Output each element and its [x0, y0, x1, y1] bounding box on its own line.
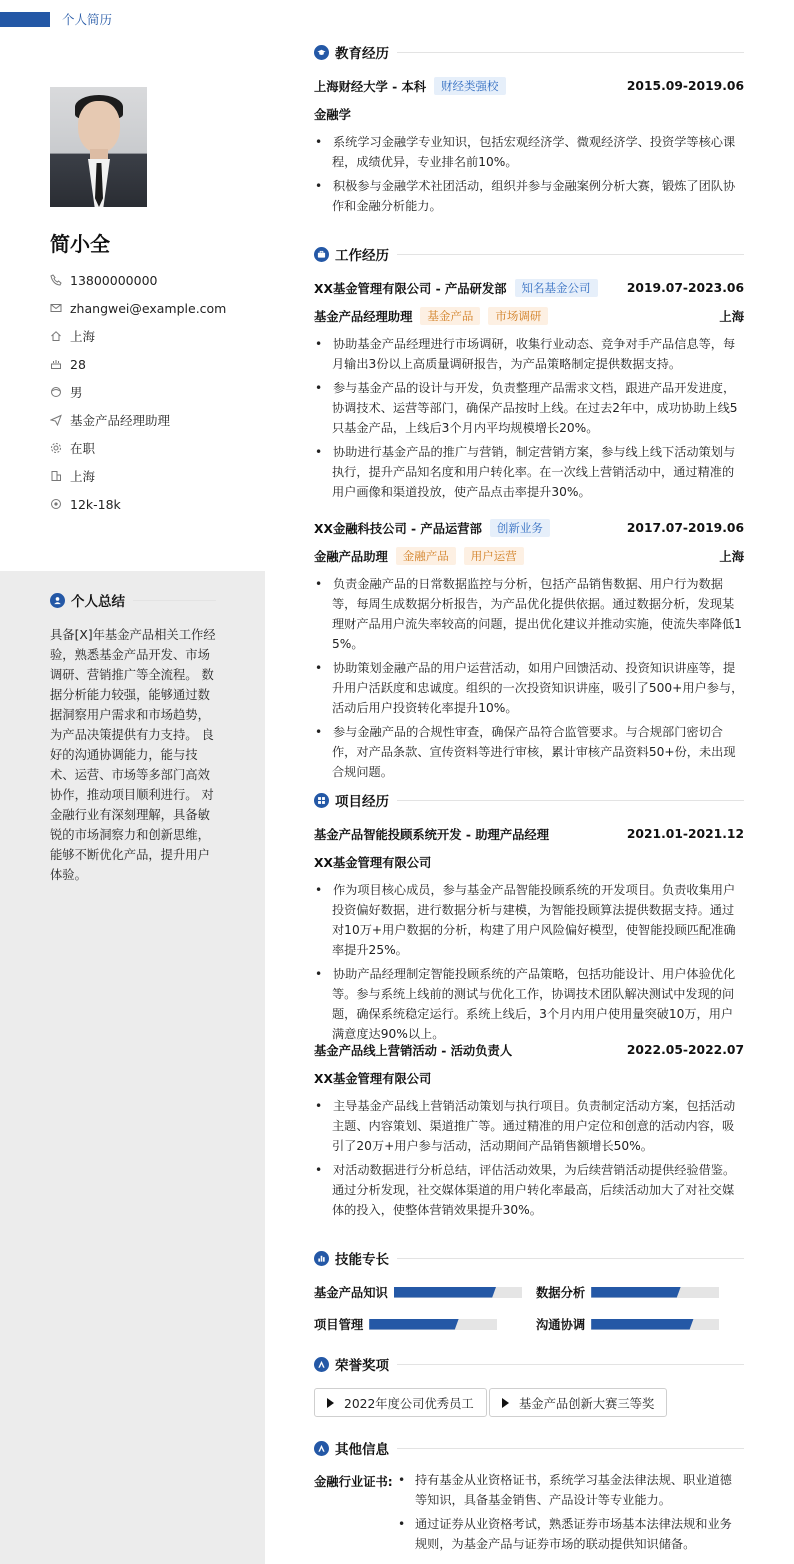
list-item: • 作为项目核心成员，参与基金产品智能投顾系统的开发项目。负责收集用户投资偏好数据，进行数据分析与建模，为智能投顾算法提供数据支持。通过对10万+用户数据的分析，构建了用户风险偏好模型，使智能投顾匹配准确率提升25%。: [314, 880, 744, 960]
info-hometown: [50, 322, 260, 350]
job-tag: 基金产品: [420, 307, 480, 325]
education-heading: [314, 42, 744, 62]
info-hometown-value: 上海: [70, 329, 96, 344]
send-icon: [50, 414, 62, 426]
job-tag: 市场调研: [488, 307, 548, 325]
skill-item: [314, 1316, 497, 1332]
divider: [397, 1258, 744, 1259]
phone-icon: [50, 274, 62, 286]
person-icon: [50, 386, 62, 398]
graduation-cap-icon: [314, 45, 329, 60]
work-title: 工作经历: [335, 248, 389, 264]
project-header-row: [314, 1041, 744, 1059]
award-chip: [314, 1388, 487, 1417]
skill-bar: [591, 1319, 719, 1330]
list-item: • 协助策划金融产品的用户运营活动，如用户回馈活动、投资知识讲座等，提升用户活跃度和忠诚度。组织的一次投资知识讲座，吸引了500+用户参与，活动后用户投资转化率提升10%。: [314, 658, 744, 718]
projects-title: 项目经历: [335, 794, 389, 810]
other-heading: [314, 1438, 744, 1458]
divider: [397, 800, 744, 801]
job-role-row: [314, 307, 744, 325]
skill-label: 基金产品知识: [314, 1286, 388, 1300]
info-age: [50, 350, 260, 378]
skill-item: [536, 1316, 719, 1332]
cake-icon: [50, 358, 62, 370]
project-bullets: [314, 1096, 744, 1224]
summary-heading: [50, 590, 216, 610]
info-phone: [50, 266, 260, 294]
job-role-row: [314, 547, 744, 565]
list-item: • 通过证券从业资格考试，熟悉证券市场基本法律法规和业务规则，为基金产品与证券市场的联动提供知识储备。: [398, 1514, 744, 1554]
education-bullets: [314, 132, 744, 220]
work-heading: [314, 244, 744, 264]
info-gender: [50, 378, 260, 406]
divider: [133, 600, 216, 601]
profile-photo: [50, 87, 147, 207]
award-icon: [314, 1357, 329, 1372]
mail-icon: [50, 302, 62, 314]
education-header-row: [314, 77, 744, 95]
project-header-row: [314, 825, 744, 843]
project-org-row: [314, 1069, 744, 1087]
job-company-tag: 创新业务: [490, 519, 550, 537]
briefcase-icon: [314, 247, 329, 262]
settings-icon: [50, 442, 62, 454]
award-label: 2022年度公司优秀员工: [344, 1396, 474, 1411]
job-header-row: [314, 279, 744, 297]
project-org: XX基金管理有限公司: [314, 856, 432, 870]
info-email: [50, 294, 260, 322]
job-company: XX金融科技公司 - 产品运营部: [314, 522, 482, 536]
list-item: • 负责金融产品的日常数据监控与分析，包括产品销售数据、用户行为数据等，每周生成数据分析报告，为产品优化提供依据。通过数据分析，发现某理财产品用户流失率较高的问题，提出优化建议并推动实施，使流失率降低15%。: [314, 574, 744, 654]
job-role: 基金产品经理助理: [314, 310, 413, 324]
award-chip: [489, 1388, 667, 1417]
bar-chart-icon: [314, 1251, 329, 1266]
job-location: 上海: [719, 310, 744, 324]
education-date: 2015.09-2019.06: [626, 79, 744, 93]
skill-fill: [591, 1287, 681, 1298]
info-status: [50, 434, 260, 462]
list-item: • 持有基金从业资格证书，系统学习基金法律法规、职业道德等知识，具备基金销售、产品设计等专业能力。: [398, 1470, 744, 1510]
info-age-value: 28: [70, 356, 86, 372]
education-title: 教育经历: [335, 46, 389, 62]
job-date: 2017.07-2019.06: [626, 521, 744, 535]
list-item: • 积极参与金融学术社团活动，组织并参与金融案例分析大赛，锻炼了团队协作和金融分析能力。: [314, 176, 744, 216]
skill-fill: [394, 1287, 496, 1298]
job-bullets: [314, 574, 744, 786]
info-phone-value: 13800000000: [70, 272, 158, 288]
education-tag: 财经类强校: [434, 77, 506, 95]
grid-icon: [314, 793, 329, 808]
play-icon: [327, 1398, 334, 1408]
info-salary: [50, 490, 260, 518]
divider: [397, 1448, 744, 1449]
skill-item: [536, 1284, 719, 1300]
job-header-row: [314, 519, 744, 537]
award-label: 基金产品创新大赛三等奖: [519, 1396, 655, 1411]
project-org-row: [314, 853, 744, 871]
info-icon: [314, 1441, 329, 1456]
profile-info-list: [50, 266, 260, 518]
skill-fill: [591, 1319, 693, 1330]
project-name: 基金产品智能投顾系统开发 - 助理产品经理: [314, 828, 550, 842]
info-salary-value: 12k-18k: [70, 496, 121, 512]
education-school: 上海财经大学 - 本科: [314, 80, 427, 94]
skill-label: 数据分析: [536, 1286, 586, 1300]
divider: [397, 254, 744, 255]
list-item: • 协助产品经理制定智能投顾系统的产品策略，包括功能设计、用户体验优化等。参与系统上线前的测试与优化工作，协调技术团队解决测试中发现的问题，确保系统稳定运行。系统上线后，3个月内用户使用量突破10万，用户满意度达90%以上。: [314, 964, 744, 1044]
profile-name: 简小全: [50, 232, 110, 256]
education-major-row: [314, 105, 744, 123]
play-icon: [502, 1398, 509, 1408]
job-company-tag: 知名基金公司: [515, 279, 598, 297]
other-bullets: [398, 1470, 744, 1558]
job-tag: 金融产品: [396, 547, 456, 565]
divider: [397, 1364, 744, 1365]
list-item: • 协助基金产品经理进行市场调研，收集行业动态、竞争对手产品信息等，每月输出3份以上高质量调研报告，为产品策略制定提供数据支持。: [314, 334, 744, 374]
project-date: 2022.05-2022.07: [626, 1043, 744, 1057]
project-bullets: [314, 880, 744, 1048]
info-city-value: 上海: [70, 469, 96, 484]
skill-item: [314, 1284, 522, 1300]
other-label: 金融行业证书:: [314, 1475, 393, 1489]
info-gender-value: 男: [70, 385, 83, 400]
list-item: • 参与金融产品的合规性审查，确保产品符合监管要求。与合规部门密切合作，对产品条款、宣传资料等进行审核，累计审核产品资料50+份，未出现合规问题。: [314, 722, 744, 782]
home-icon: [50, 330, 62, 342]
info-position: [50, 406, 260, 434]
awards-heading: [314, 1354, 744, 1374]
project-date: 2021.01-2021.12: [626, 827, 744, 841]
skill-fill: [369, 1319, 459, 1330]
project-org: XX基金管理有限公司: [314, 1072, 432, 1086]
job-tag: 用户运营: [464, 547, 524, 565]
other-title: 其他信息: [335, 1442, 389, 1458]
list-item: • 系统学习金融学专业知识，包括宏观经济学、微观经济学、投资学等核心课程，成绩优异，专业排名前10%。: [314, 132, 744, 172]
list-item: • 参与基金产品的设计与开发，负责整理产品需求文档，跟进产品开发进度，协调技术、运营等部门，确保产品按时上线。在过去2年中，成功协助上线5只基金产品，上线后3个月内平均规模增长20%。: [314, 378, 744, 438]
skill-bar: [394, 1287, 522, 1298]
project-name: 基金产品线上营销活动 - 活动负责人: [314, 1044, 513, 1058]
job-date: 2019.07-2023.06: [626, 281, 744, 295]
skill-label: 沟通协调: [536, 1318, 586, 1332]
skill-bar: [369, 1319, 497, 1330]
job-location: 上海: [719, 550, 744, 564]
awards-title: 荣誉奖项: [335, 1358, 389, 1374]
divider: [397, 52, 744, 53]
info-status-value: 在职: [70, 441, 96, 456]
skill-bar: [591, 1287, 719, 1298]
projects-heading: [314, 790, 744, 810]
header-title: 个人简历: [62, 12, 113, 27]
list-item: • 对活动数据进行分析总结，评估活动效果，为后续营销活动提供经验借鉴。通过分析发现，社交媒体渠道的用户转化率最高，后续活动加大了对社交媒体的投入，使整体营销效果提升30%。: [314, 1160, 744, 1220]
user-icon: [50, 593, 65, 608]
summary-title: 个人总结: [71, 594, 125, 610]
skill-label: 项目管理: [314, 1318, 364, 1332]
header-accent-bar: [0, 12, 50, 27]
info-email-value: zhangwei@example.com: [70, 300, 227, 316]
job-company: XX基金管理有限公司 - 产品研发部: [314, 282, 507, 296]
list-item: • 主导基金产品线上营销活动策划与执行项目。负责制定活动方案，包括活动主题、内容策划、渠道推广等。通过精准的用户定位和创意的活动内容，吸引了20万+用户参与活动，活动期间产品销售额增长50%。: [314, 1096, 744, 1156]
list-item: • 协助进行基金产品的推广与营销，制定营销方案，参与线上线下活动策划与执行，提升产品知名度和用户转化率。在一次线上营销活动中，通过精准的用户画像和渠道投放，使产品点击率提升30%。: [314, 442, 744, 502]
target-icon: [50, 498, 62, 510]
building-icon: [50, 470, 62, 482]
job-role: 金融产品助理: [314, 550, 388, 564]
info-position-value: 基金产品经理助理: [70, 413, 171, 428]
skills-heading: [314, 1248, 744, 1268]
job-bullets: [314, 334, 744, 506]
summary-text: 具备[X]年基金产品相关工作经验，熟悉基金产品开发、市场调研、营销推广等全流程。 数据分析能力较强，能够通过数据洞察用户需求和市场趋势，为产品决策提供有力支持。 良好的沟通协调能力，能与技术、运营、市场等多部门高效协作，推动项目顺利进行。 对金融行业有深刻理解，具备敏锐的市场洞察力和创新思维，能够不断优化产品，提升用户体验。: [50, 628, 216, 882]
skills-title: 技能专长: [335, 1252, 389, 1268]
education-major: 金融学: [314, 108, 351, 122]
info-city: [50, 462, 260, 490]
